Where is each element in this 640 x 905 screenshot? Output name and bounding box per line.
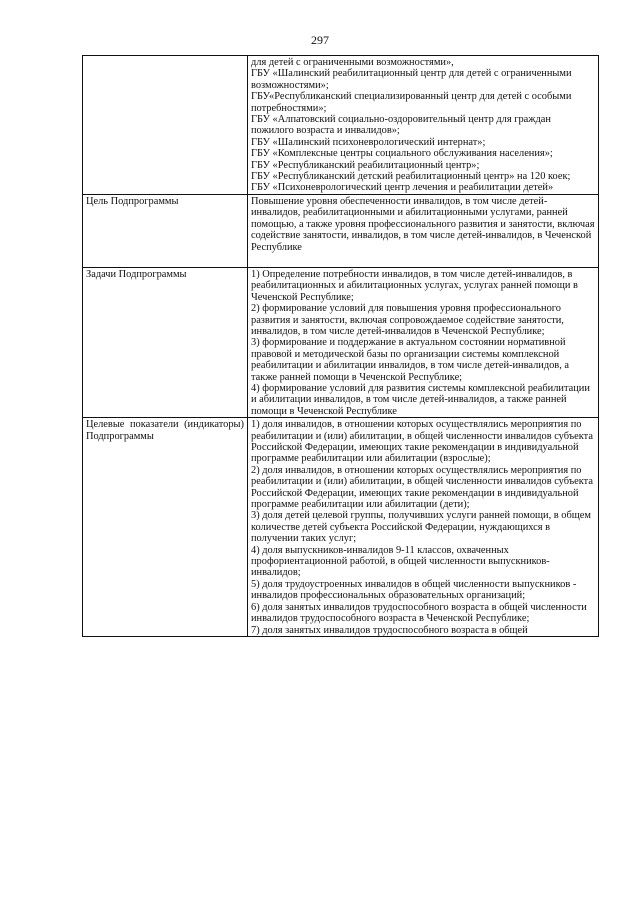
table-row-goal <box>83 194 599 267</box>
row-content-goal <box>248 194 599 267</box>
indicator-item: 4) доля выпускников-инвалидов 9-11 классов, охваченных профориентационной работой, в общей численности выпускников-инвалидов; <box>251 544 550 579</box>
row-content-indicators <box>248 418 599 637</box>
table-row-indicators <box>83 418 599 637</box>
indicator-item: 1) доля инвалидов, в отношении которых осуществлялись мероприятия по реабилитации и (или) абилитации, в общей численности инвалидов субъекта Российской Федерации, имеющих такие рекомендации в индивидуальной программе реабилитации или абилитации (взрослые); <box>251 419 593 465</box>
executor-line: ГБУ«Республиканский специализированный центр для детей с особыми потребностями»; <box>251 91 572 114</box>
executor-line: ГБУ «Республиканский реабилитационный центр»; <box>251 159 480 171</box>
goal-text: Повышение уровня обеспеченности инвалидов, в том числе детей-инвалидов, реабилитационными и абилитационными услугами, ранней помощью, а также уровня профессионального развития и занятости, включая содействие занятости, инвалидов, в том числе детей-инвалидов, в Чеченской Республике <box>251 195 595 253</box>
table-row-executors <box>83 56 599 195</box>
task-item: 4) формирование условий для развития системы комплексной реабилитации и абилитации инвалидов, в том числе детей-инвалидов, а также ранней помощи в Чеченской Республике <box>251 382 590 417</box>
indicator-item: 6) доля занятых инвалидов трудоспособного возраста в общей численности инвалидов трудоспособного возраста в Чеченской Республике; <box>251 601 587 625</box>
row-content-tasks <box>248 267 599 417</box>
table-row-tasks <box>83 267 599 417</box>
row-label-executors <box>83 56 248 195</box>
row-label-goal: Цель Подпрограммы <box>83 194 248 267</box>
indicator-item: 3) доля детей целевой группы, получивших услуги ранней помощи, в общем количестве детей субъекта Российской Федерации, нуждающихся в получении таких услуг; <box>251 510 591 545</box>
row-label-tasks: Задачи Подпрограммы <box>83 267 248 417</box>
task-item: 3) формирование и поддержание в актуальном состоянии нормативной правовой и методической базы по организации системы комплексной реабилитации и абилитации инвалидов, в том числе детей-инвалидов, а также ранней помощи в Чеченской Республике; <box>251 337 570 383</box>
executor-line: ГБУ «Психоневрологический центр лечения и реабилитации детей» <box>251 182 554 194</box>
indicator-item: 7) доля занятых инвалидов трудоспособного возраста в общей <box>251 624 528 636</box>
executor-line: ГБУ «Республиканский детский реабилитационный центр» на 120 коек; <box>251 171 571 183</box>
indicator-item: 5) доля трудоустроенных инвалидов в общей численности выпускников - инвалидов профессиональных образовательных организаций; <box>251 578 577 602</box>
row-content-executors <box>248 56 599 195</box>
executor-line: для детей с ограниченными возможностями», <box>251 57 454 68</box>
indicator-item: 2) доля инвалидов, в отношении которых осуществлялись мероприятия по реабилитации и (или) абилитации, в общей численности инвалидов субъекта Российской Федерации, имеющих такие рекомендации в индивидуальной программе реабилитации или абилитации (дети); <box>251 464 593 511</box>
executor-line: ГБУ «Комплексные центры социального обслуживания населения»; <box>251 148 553 160</box>
task-item: 1) Определение потребности инвалидов, в том числе детей-инвалидов, в реабилитационных и абилитационных услугах, услугах ранней помощи в Чеченской Республике; <box>251 268 578 303</box>
executor-line: ГБУ «Шалинский реабилитационный центр для детей с ограниченными возможностями»; <box>251 68 572 91</box>
subprogram-passport-table <box>82 55 599 637</box>
task-item: 2) формирование условий для повышения уровня профессионального развития и занятости, включая сопровождаемое содействие занятости, инвалидов, в том числе детей-инвалидов в Чеченской Республике; <box>251 303 564 337</box>
executor-line: ГБУ «Алпатовский социально-оздоровительный центр для граждан пожилого возраста и инвалидов»; <box>251 114 551 137</box>
executor-line: ГБУ «Шалинский психоневрологический интернат»; <box>251 136 486 148</box>
row-label-indicators: Целевые показатели (индикаторы) Подпрограммы <box>83 418 248 637</box>
page-number: 297 <box>311 33 329 47</box>
